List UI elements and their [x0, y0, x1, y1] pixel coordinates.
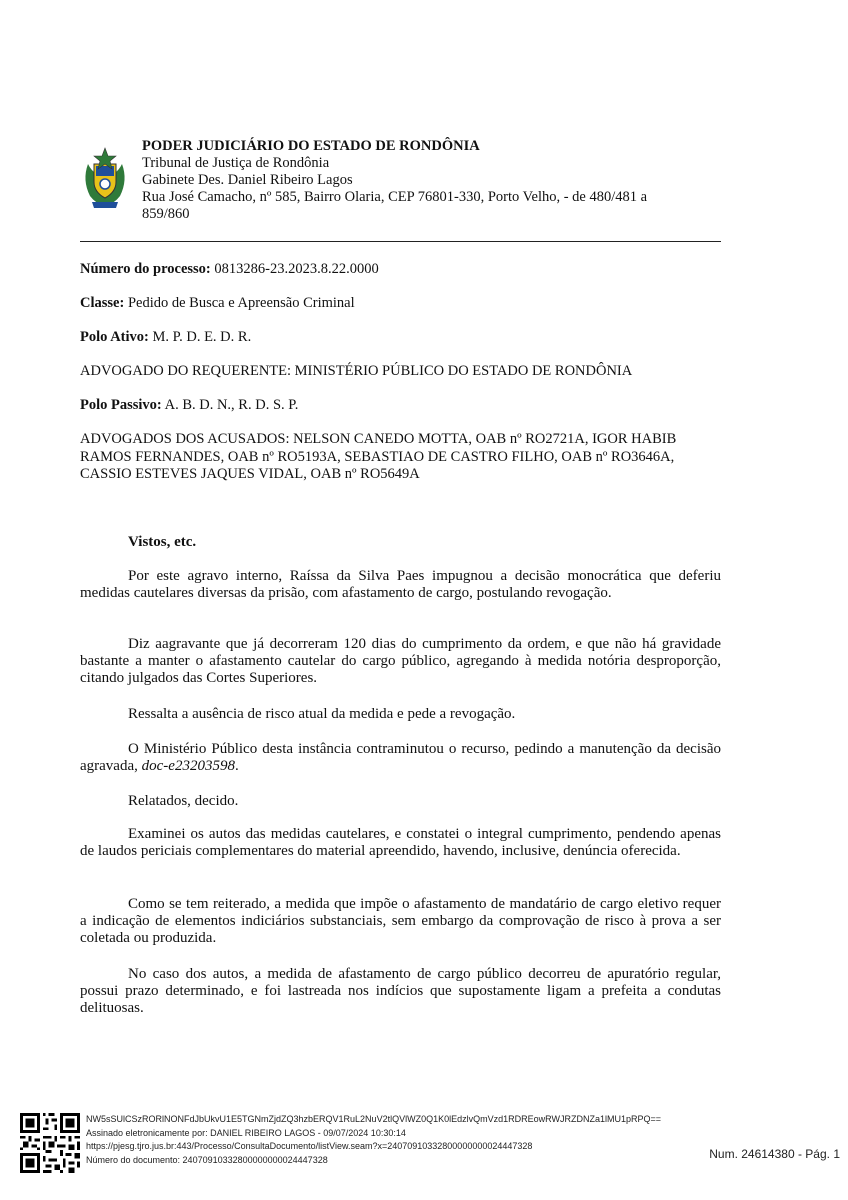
paragraph-3-text: Ressalta a ausência de risco atual da medida e pede a revogação.	[128, 706, 516, 722]
paragraph-8-text: No caso dos autos, a medida de afastamento de cargo público decorreu de apuratório regular, possui prazo determinado, e foi lastreada nos indícios que supostamente ligam a prefeita a condutas delituosas.	[80, 966, 721, 1016]
active-party	[80, 329, 721, 347]
paragraph-8	[80, 966, 721, 1017]
passive-party-value: A. B. D. N., R. D. S. P.	[164, 397, 299, 413]
paragraph-6-text: Examinei os autos das medidas cautelares, e constatei o integral cumprimento, pendendo apenas de laudos periciais complementares do material apreendido, havendo, inclusive, denúncia oferecida.	[80, 826, 721, 859]
paragraph-4	[80, 741, 721, 775]
document-reference-link: doc-e23203598	[141, 758, 235, 774]
paragraph-1	[80, 568, 721, 602]
paragraph-3	[80, 706, 721, 723]
paragraph-5-text: Relatados, decido.	[128, 793, 239, 809]
address-line-2: 859/860	[142, 206, 190, 222]
process-class-label: Classe:	[80, 295, 125, 311]
header-divider	[80, 241, 721, 242]
qr-code-icon	[20, 1113, 80, 1173]
process-class-value: Pedido de Busca e Apreensão Criminal	[127, 295, 355, 311]
coat-of-arms-icon	[80, 146, 130, 212]
paragraph-6	[80, 826, 721, 860]
paragraph-5	[80, 793, 721, 810]
signed-by: Assinado eletronicamente por: DANIEL RIBEIRO LAGOS - 09/07/2024 10:30:14	[86, 1127, 406, 1138]
court-title: PODER JUDICIÁRIO DO ESTADO DE RONDÔNIA	[142, 138, 480, 154]
paragraph-4-text: O Ministério Público desta instância contraminutou o recurso, pedindo a manutenção da decisão agravada,	[80, 741, 721, 774]
signature-footer	[20, 1113, 840, 1185]
signature-metadata	[86, 1113, 661, 1167]
paragraph-4-end: .	[234, 758, 239, 774]
letterhead	[80, 138, 720, 238]
defense-lawyers: ADVOGADOS DOS ACUSADOS: NELSON CANEDO MOTTA, OAB nº RO2721A, IGOR HABIB RAMOS FERNANDES, OAB nº RO5193A, SEBASTIAO DE CASTRO FILHO, OAB nº RO3646A, CASSIO ESTEVES JAQUES VIDAL, OAB nº RO5649A	[80, 431, 677, 482]
process-class	[80, 295, 721, 313]
paragraph-7	[80, 896, 721, 947]
requerente-lawyer: ADVOGADO DO REQUERENTE: MINISTÉRIO PÚBLICO DO ESTADO DE RONDÔNIA	[80, 363, 633, 379]
paragraph-1-text: Por este agravo interno, Raíssa da Silva Paes impugnou a decisão monocrática que deferiu medidas cautelares diversas da prisão, com afastamento de cargo, postulando revogação.	[80, 568, 721, 601]
process-number-label: Número do processo:	[80, 261, 211, 277]
tribunal-name: Tribunal de Justiça de Rondônia	[142, 155, 330, 171]
active-party-label: Polo Ativo:	[80, 329, 149, 345]
process-number	[80, 261, 721, 279]
passive-party	[80, 397, 721, 415]
paragraph-7-text: Como se tem reiterado, a medida que impõe o afastamento de mandatário de cargo eletivo requer a indicação de elementos indiciários substanciais, sem embargo da comprovação de risco à prova a ser coletada ou produzida.	[80, 896, 721, 946]
paragraph-2-text: Diz aagravante que já decorreram 120 dias do cumprimento da ordem, e que não há gravidade bastante a manter o afastamento cautelar do cargo público, agregando à medida notória desproporção, citando julgados das Cortes Superiores.	[80, 636, 721, 686]
paragraph-2	[80, 636, 721, 687]
document-number: Número do documento: 24070910332800000000024447328	[86, 1154, 328, 1165]
verification-url[interactable]: https://pjesg.tjro.jus.br:443/Processo/ConsultaDocumento/listView.seam?x=24070910332800000000024447328	[86, 1141, 533, 1151]
vistos-heading: Vistos, etc.	[128, 534, 197, 550]
letterhead-text	[142, 138, 722, 223]
document-hash: NW5sSUlCSzRORlNONFdJbUkvU1E5TGNmZjdZQ3hzbERQV1RuL2NuV2tlQVlWZ0Q1K0lEdzlvQmVzd1RDREowRWJRZDNZa1lMU1pRPQ==	[86, 1114, 661, 1124]
process-number-value: 0813286-23.2023.8.22.0000	[214, 261, 379, 277]
passive-party-label: Polo Passivo:	[80, 397, 162, 413]
cabinet-name: Gabinete Des. Daniel Ribeiro Lagos	[142, 172, 353, 188]
active-party-value: M. P. D. E. D. R.	[152, 329, 252, 345]
address-line-1: Rua José Camacho, nº 585, Bairro Olaria, CEP 76801-330, Porto Velho, - de 480/481 a	[142, 189, 648, 205]
page-number: Num. 24614380 - Pág. 1	[709, 1147, 840, 1161]
